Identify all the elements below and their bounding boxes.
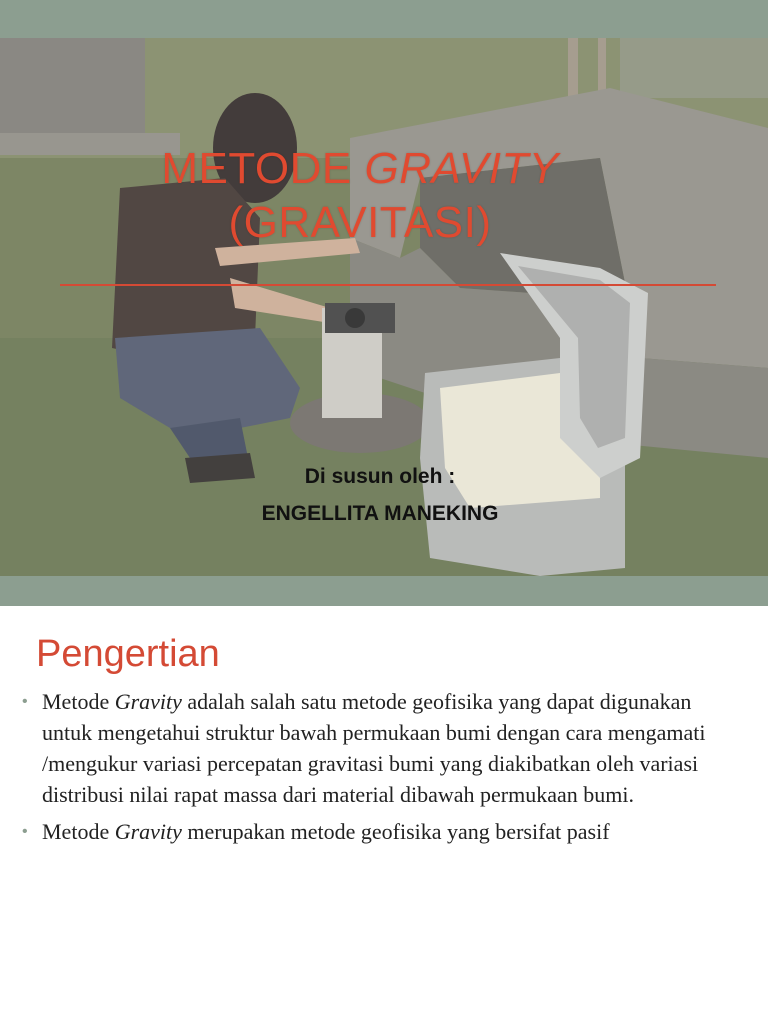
title-italic-text: GRAVITY (364, 144, 559, 193)
bullet-text-start: Metode (42, 689, 115, 714)
list-item (22, 816, 742, 847)
slide-title (60, 142, 660, 250)
subtitle-line-1: Di susun oleh : (304, 465, 456, 488)
bottom-band (0, 576, 768, 606)
bullet-text-rest: adalah salah satu metode geofisika yang dapat digunakan untuk mengetahui struktur bawah permukaan bumi dengan cara mengamati /mengukur variasi percepatan gravitasi bumi yang diakibatkan oleh variasi distribusi nilai rapat massa dari material dibawah permukaan bumi. (42, 689, 706, 807)
content-slide (0, 606, 768, 1024)
bullet-italic-term: Gravity (114, 689, 182, 714)
list-item (22, 686, 742, 810)
bullet-text-start: Metode (42, 819, 115, 844)
bullet-icon: • (22, 823, 28, 840)
bullet-italic-term: Gravity (114, 819, 182, 844)
bullet-list (22, 686, 742, 853)
title-line-1 (60, 142, 660, 196)
slide-subtitle (160, 458, 600, 532)
author-name: ENGELLITA MANEKING (261, 502, 499, 525)
title-underline (60, 284, 716, 286)
top-band (0, 0, 768, 30)
title-line-2: (GRAVITASI) (228, 198, 492, 247)
section-heading: Pengertian (36, 633, 220, 675)
title-normal-text: METODE (161, 144, 365, 193)
bullet-icon: • (22, 693, 28, 710)
bullet-text-rest: merupakan metode geofisika yang bersifat pasif (181, 819, 610, 844)
